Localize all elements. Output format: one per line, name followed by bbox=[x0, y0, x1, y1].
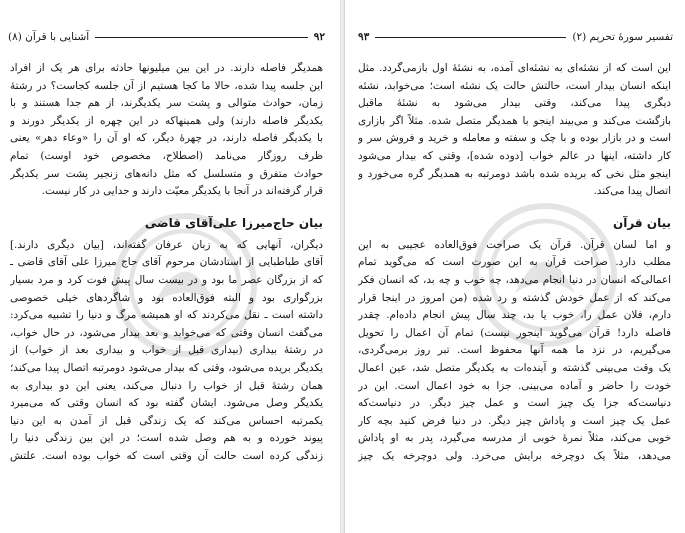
header-rule bbox=[375, 37, 566, 38]
text-line: است و در بازار بوده و با چک و سفته و معامله و خرید و فروش سر و bbox=[358, 132, 671, 145]
text-line: اینجو مثل نخی که بریده شده باشد دومرتبه به همدیگر گره می‌خورد و bbox=[358, 167, 671, 180]
text-line: کار داشته، اینها در عالم خواب [دوده شده]، وقتی که بیدار می‌شود bbox=[358, 149, 671, 162]
text-line: زمان، حوادث متوالی و پشت سر یکدیگرند، از هم جدا هستند و با bbox=[10, 97, 323, 110]
text-line: مطلب دارد. صراحت قرآن به این صورت است که می‌گوید تمام bbox=[358, 256, 671, 269]
text-line: این جلسه پیدا شده، حالا ما کجا هستیم از آن جلسه کجاست؟ در رشتهٔ bbox=[10, 79, 323, 92]
text-line: اتصال پیدا می‌کند. bbox=[593, 185, 671, 198]
text-line: می‌کند که از عمل خودش گذشته و رد شده (من امروز در اینجا قرار bbox=[358, 291, 671, 304]
text-line: که از بزرگان عصر ما بود و در بیست سال پیش فوت کرد و مرد بسیار bbox=[10, 273, 323, 286]
text-line: زندگی کرده است حالت آن وقتی است که خواب بوده است. علتش bbox=[10, 449, 323, 462]
text-line: می‌گیریم، در نزد ما همه آنها محفوظ است. تبر روز برمی‌گردی، bbox=[358, 344, 671, 357]
section-heading: بیان قرآن bbox=[612, 215, 671, 230]
text-line: عمل یک چیز است و پاداش چیز دیگر. در دنیا فرض کنید بچه کار bbox=[358, 414, 671, 427]
text-line: حوادث متفرق و متسلسل که مثل دانه‌های زنجیر پشت سر یکدیگر bbox=[10, 167, 323, 180]
text-line: همان رشتهٔ قبل از خواب را دنبال می‌کند، یعنی این دو بیداری به bbox=[10, 379, 323, 392]
left-page-number: ۹۲ bbox=[313, 31, 325, 43]
text-line: پیوند خورده و به هم وصل شده است؛ در این بین زندگی دنیا را bbox=[10, 432, 323, 445]
text-line: دنیاست‌که جزا یک چیز است و عمل چیز دیگر. در دنیا‌ست‌که bbox=[358, 397, 671, 410]
left-page bbox=[0, 0, 341, 533]
text-line: دارم، فلان عمل را، خوب یا بد، چند سال پیش انجام داده‌ام. چقدر bbox=[358, 309, 671, 322]
right-page bbox=[344, 0, 685, 533]
left-page-body bbox=[10, 60, 323, 465]
text-line: بازگشت می‌کند و می‌بیند اینجو با همدیگر متصل شده. مثلاً اگر بازاری bbox=[358, 114, 671, 127]
text-line: می‌دهد، مثلاً یک دوچرخه برایش می‌خرد. ولی دوچرخه یک چیز bbox=[358, 449, 671, 462]
section-heading: بیان حاج‌میرزا علی‌آقای قاضی bbox=[144, 215, 323, 230]
text-line: یکدیگر فاصله دارند) ولی همینها‌که در این چهره از یکدیگر دورند و bbox=[10, 114, 323, 127]
text-line: اینکه انسان بیدار است، حالتش حالت یک نشئه است؛ می‌خوابد، نشئه bbox=[358, 79, 671, 92]
text-line: خوبی می‌کند، مثلاً نمرهٔ خوبی از مدرسه می‌گیرد، پدر به او پاداش bbox=[358, 432, 671, 445]
text-line: می‌گفت انسان وقتی که می‌خوابد و بعد بیدار می‌شود، در حال خواب، bbox=[10, 326, 323, 339]
text-line: ظرف روزگار می‌نامد (اصطلاح، مخصوص خود اوست) تمام bbox=[10, 149, 323, 162]
text-line: یک وقت می‌بینی گذشته و آینده‌ات به یکدیگر متصل شد، عین اعمال bbox=[358, 361, 671, 374]
left-page-running-title: آشنایی با قرآن (۸) bbox=[8, 31, 90, 43]
right-page-header bbox=[358, 30, 673, 44]
text-line: آقای طباطبایی از استادشان مرحوم آقای حاج میرزا علی آقای قاضی ـ bbox=[10, 256, 323, 269]
text-line: بزرگواری بود و البته فوق‌العاده بود و شاگردهای خیلی خصوصی bbox=[10, 291, 323, 304]
text-line: قرار گرفته‌اند در آنجا با یکدیگر معیّت دارند و جدایی در کار نیست. bbox=[41, 185, 323, 198]
text-line: این است که از نشئه‌ای به نشئه‌ای آمده، به نشئهٔ اول بازمی‌گردد. مثل bbox=[358, 62, 671, 74]
text-line: خودت را حاضر و آماده می‌بینی. جزا به خود اعمال است. این در bbox=[358, 379, 671, 392]
text-line: یکدیگر وصل می‌شود. ایشان گفته بود که انسان وقتی که می‌میرد bbox=[10, 397, 323, 410]
text-line: اعمالی‌که انسان در دنیا انجام می‌دهد، چه خوب و چه بد، که انسان فکر bbox=[358, 273, 671, 286]
text-line: با یکدیگر فاصله دارند، در چهرهٔ دیگر، که او آن را «وعاء دهر» یعنی bbox=[10, 132, 323, 145]
text-line: و اما لسان قرآن. قرآن یک صراحت فوق‌العاده عجیبی به این bbox=[358, 238, 671, 251]
header-rule bbox=[95, 37, 308, 38]
text-line: در رشتهٔ بیداری (بیداری قبل از خواب و بیداری بعد از خواب) از bbox=[10, 344, 323, 357]
left-page-header bbox=[8, 30, 325, 44]
right-page-body bbox=[358, 60, 671, 465]
text-line: یکدیگر بریده می‌شود، وقتی که بیدار می‌شود دومرتبه اتصال پیدا می‌کند؛ bbox=[10, 361, 323, 374]
text-line: دیگری پیدا می‌کند، وقتی بیدار می‌شود به نشئهٔ ماقبل bbox=[358, 97, 671, 110]
text-line: همدیگر فاصله دارند. در این بین میلیونها حادثه برای هر یک از افراد bbox=[10, 62, 323, 74]
right-page-number: ۹۳ bbox=[358, 31, 370, 43]
text-line: داشته است ـ نقل می‌کردند که او همیشه مرگ و دنیا را تشبیه می‌کرد: bbox=[10, 309, 323, 322]
text-line: دیگران، آنهایی که به زبان عرفان گفته‌اند، [بیان دیگری دارند.] bbox=[10, 238, 323, 251]
text-line: یکمرتبه احساس می‌کند که یک زندگی قبل از آمدن به این دنیا bbox=[10, 414, 323, 427]
text-line: فاصله دارد! قرآن می‌گوید اینجور نیست) تمام آن اعمال را تحویل bbox=[358, 326, 671, 339]
right-page-running-title: تفسیر سورهٔ تحریم (۲) bbox=[572, 31, 673, 43]
